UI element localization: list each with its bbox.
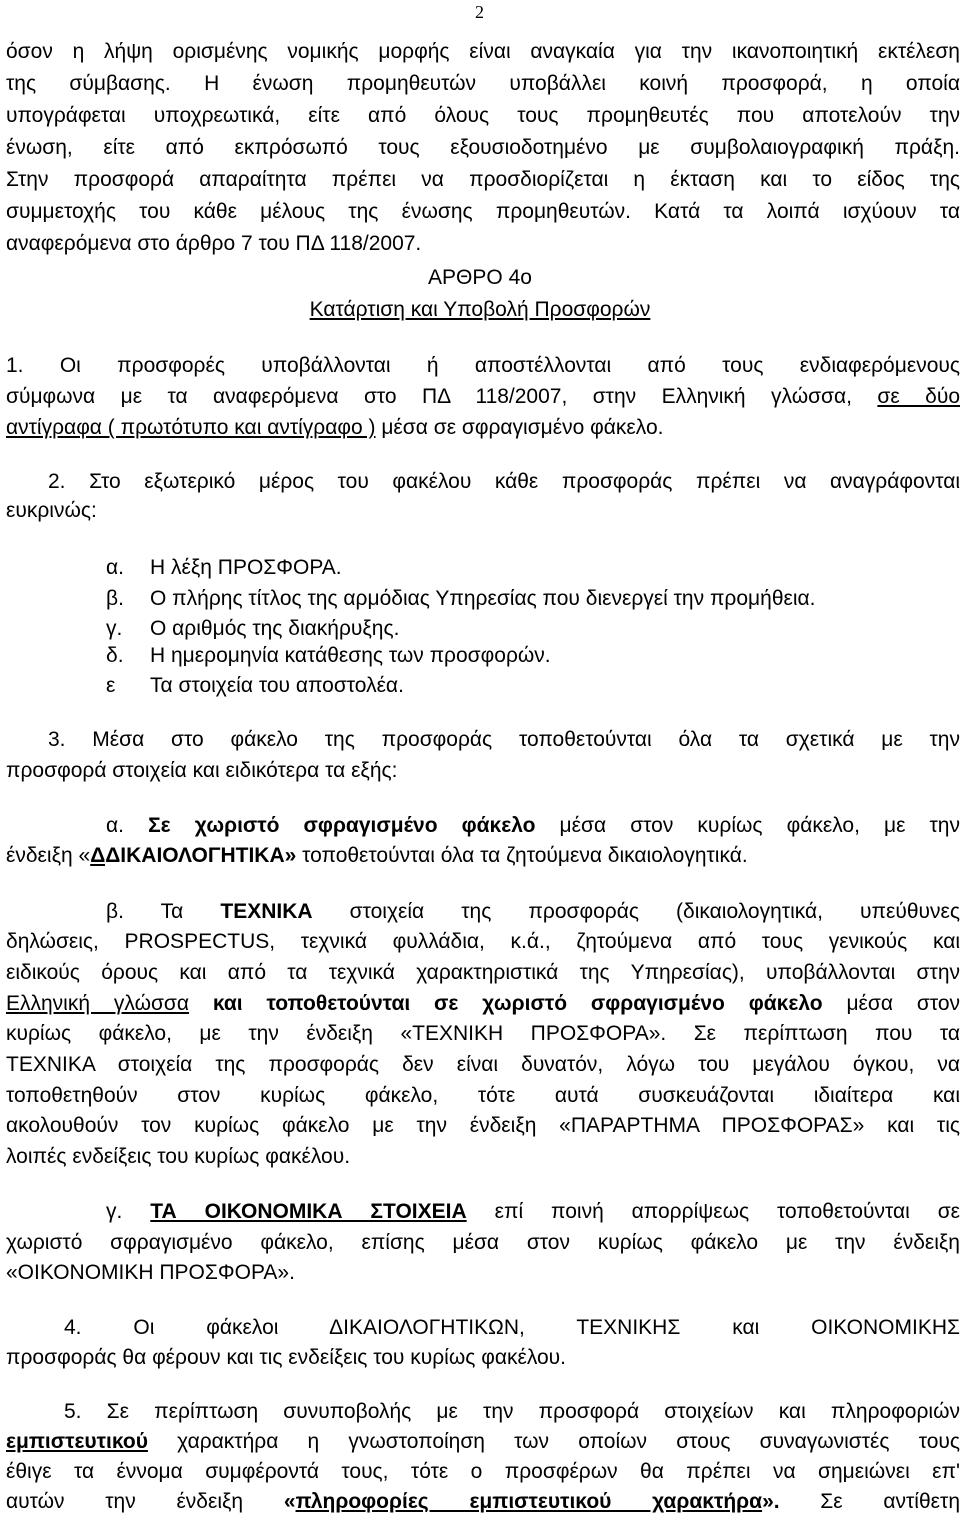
- bold-text: Σε χωριστό σφραγισμένο φάκελο: [148, 814, 536, 837]
- text-line: [6, 988, 960, 1020]
- article-subtitle: Κατάρτιση και Υποβολή Προσφορών: [309, 298, 651, 321]
- page-number: 2: [475, 2, 484, 22]
- text-line: [6, 840, 960, 872]
- list-marker: β.: [106, 900, 124, 923]
- text-line: [106, 896, 960, 928]
- text-span: μέσα στον: [822, 992, 960, 1015]
- list-marker: γ.: [106, 617, 123, 640]
- text-span: επί ποινή απορρίψεως τοποθετούνται σε: [466, 1200, 960, 1223]
- text-line: [48, 466, 960, 498]
- list-marker: β.: [106, 587, 124, 610]
- list-item: Τα στοιχεία του αποστολέα.: [150, 674, 404, 697]
- list-item: Ο αριθμός της διακήρυξης.: [150, 617, 400, 640]
- text-line: 5. Σε περίπτωση συνυποβολής με την προσφορά στοιχείων και πληροφοριών: [64, 1400, 960, 1423]
- text-span: στοιχεία της προσφοράς (δικαιολογητικά, υπεύθυνες: [312, 900, 960, 923]
- item-number: 2.: [48, 470, 66, 493]
- text-line: ακολουθούν τον κυρίως φάκελο με την ένδειξη «ΠΑΡΑΡΤΗΜΑ ΠΡΟΣΦΟΡΑΣ» και τις: [6, 1114, 960, 1137]
- text-line: συμμετοχής του κάθε μέλους της ένωσης προμηθευτών. Κατά τα λοιπά ισχύουν τα: [6, 200, 960, 223]
- text-span: χαρακτήρα η γνωστοποίηση των οποίων στους συναγωνιστές τους: [147, 1430, 960, 1453]
- text-line: ειδικούς όρους και από τα τεχνικά χαρακτηριστικά της Υπηρεσίας), υποβάλλονται στην: [6, 961, 960, 984]
- text-line: αναφερόμενα στο άρθρο 7 του ΠΔ 118/2007.: [6, 232, 422, 255]
- text-line: [106, 810, 960, 842]
- bold-text: ».: [762, 1490, 780, 1513]
- text-line: 1. Οι προσφορές υποβάλλονται ή αποστέλλονται από τους ενδιαφερόμενους: [6, 354, 960, 377]
- text-span: Σε αντίθετη: [779, 1490, 960, 1513]
- text-line: 4. Οι φάκελοι ΔΙΚΑΙΟΛΟΓΗΤΙΚΩΝ, ΤΕΧΝΙΚΗΣ και ΟΙΚΟΝΟΜΙΚΗΣ: [64, 1316, 960, 1339]
- text-span: μέσα σε σφραγισμένο φάκελο.: [375, 416, 664, 439]
- text-line: Στην προσφορά απαραίτητα πρέπει να προσδιορίζεται η έκταση και το είδος της: [6, 168, 960, 191]
- text-line: όσον η λήψη ορισμένης νομικής μορφής είναι αναγκαία για την ικανοποιητική εκτέλεση: [6, 40, 960, 63]
- bold-text: ΔΙΚΑΙΟΛΟΓΗΤΙΚΑ»: [105, 844, 297, 867]
- text-span: Στο εξωτερικό μέρος του φακέλου κάθε προσφοράς πρέπει να αναγράφονται: [89, 470, 960, 493]
- text-line: [6, 1486, 960, 1518]
- text-line: ένωση, είτε από εκπρόσωπό τους εξουσιοδοτημένο με συμβολαιογραφική πράξη.: [6, 136, 960, 159]
- bold-text: «: [283, 1490, 296, 1513]
- text-span: μέσα στον κυρίως φάκελο, με την: [535, 814, 960, 837]
- text-line: έθιγε τα έννομα συμφέροντά τους, τότε ο προσφέρων θα πρέπει να σημειώνει επ': [6, 1460, 960, 1483]
- list-item: Ο πλήρης τίτλος της αρμόδιας Υπηρεσίας που διενεργεί την προμήθεια.: [150, 587, 816, 610]
- bold-underlined-text: ΤΑ ΟΙΚΟΝΟΜΙΚΑ ΣΤΟΙΧΕΙΑ: [150, 1200, 467, 1223]
- list-marker: δ.: [106, 644, 124, 667]
- text-line: της σύμβασης. Η ένωση προμηθευτών υποβάλλει κοινή προσφορά, η οποία: [6, 72, 960, 95]
- text-line: 3. Μέσα στο φάκελο της προσφοράς τοποθετούνται όλα τα σχετικά με την: [48, 728, 960, 751]
- list-marker: α.: [106, 556, 124, 579]
- underlined-text: σε δύο: [877, 385, 960, 408]
- text-span: Τα: [160, 900, 221, 923]
- text-line: τοποθετηθούν στον κυρίως φάκελο, τότε αυτά συσκευάζονται ιδιαίτερα και: [6, 1084, 960, 1107]
- text-line: υπογράφεται υποχρεωτικά, είτε από όλους τους προμηθευτές που αποτελούν την: [6, 104, 960, 127]
- text-span: τοποθετούνται όλα τα ζητούμενα δικαιολογητικά.: [296, 844, 748, 867]
- bold-text: [90, 844, 296, 867]
- bold-text: ΤΕΧΝΙΚΑ: [220, 900, 313, 923]
- text-line: κυρίως φάκελο, με την ένδειξη «ΤΕΧΝΙΚΗ ΠΡΟΣΦΟΡΑ». Σε περίπτωση που τα: [6, 1022, 960, 1045]
- text-line: [6, 381, 960, 413]
- bold-underlined-text: εμπιστευτικού: [6, 1430, 148, 1453]
- bold-underlined-text: πληροφορίες εμπιστευτικού χαρακτήρα: [295, 1490, 763, 1513]
- bold-text: και τοποθετούνται σε χωριστό σφραγισμένο φάκελο: [189, 992, 823, 1015]
- list-item: Η λέξη ΠΡΟΣΦΟΡΑ.: [150, 556, 342, 579]
- list-marker: ε: [106, 674, 116, 697]
- text-line: δηλώσεις, PROSPECTUS, τεχνικά φυλλάδια, κ.ά., ζητούμενα από τους γενικούς και: [6, 930, 960, 953]
- list-marker: γ.: [106, 1200, 123, 1223]
- text-line: προσφοράς θα φέρουν και τις ενδείξεις του κυρίως φακέλου.: [6, 1346, 566, 1369]
- text-line: προσφορά στοιχεία και ειδικότερα τα εξής:: [6, 759, 398, 782]
- text-line: «ΟΙΚΟΝΟΜΙΚΗ ΠΡΟΣΦΟΡΑ».: [6, 1261, 295, 1284]
- text-line: λοιπές ενδείξεις του κυρίως φακέλου.: [6, 1145, 351, 1168]
- list-item: Η ημερομηνία κατάθεσης των προσφορών.: [150, 644, 551, 667]
- text-line: ΤΕΧΝΙΚΑ στοιχεία της προσφοράς δεν είναι δυνατόν, λόγω του μεγάλου όγκου, να: [6, 1053, 960, 1076]
- text-line: [106, 1196, 960, 1228]
- text-span: σύμφωνα με τα αναφερόμενα στο ΠΔ 118/2007, στην Ελληνική γλώσσα,: [6, 385, 878, 408]
- text-line: [6, 1426, 960, 1458]
- underlined-text: αντίγραφα ( πρωτότυπο και αντίγραφο ): [6, 416, 376, 439]
- underlined-text: Δ: [90, 844, 106, 867]
- text-span: ένδειξη «: [6, 844, 91, 867]
- list-marker: α.: [106, 814, 124, 837]
- text-span: αυτών την ένδειξη: [6, 1490, 284, 1513]
- text-line: χωριστό σφραγισμένο φάκελο, επίσης μέσα στον κυρίως φάκελο με την ένδειξη: [6, 1231, 960, 1254]
- article-title: ΑΡΘΡΟ 4ο: [428, 266, 532, 289]
- text-line: [6, 412, 960, 444]
- text-line: ευκρινώς:: [6, 499, 97, 522]
- underlined-text: Ελληνική γλώσσα: [6, 992, 190, 1015]
